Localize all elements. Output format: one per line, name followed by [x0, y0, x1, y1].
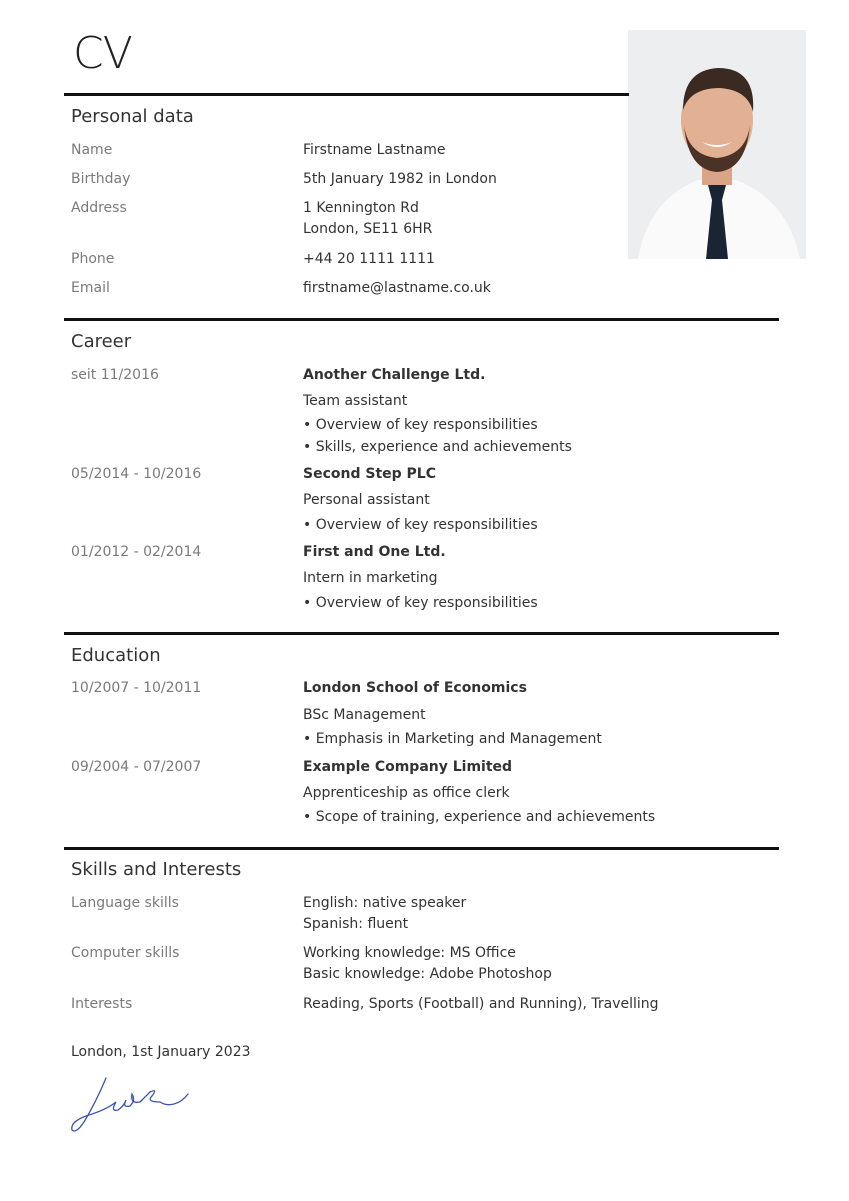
education-bullet: • Emphasis in Marketing and Management: [303, 731, 602, 747]
education-degree: Apprenticeship as office clerk: [303, 785, 510, 801]
place-date: London, 1st January 2023: [71, 1044, 251, 1060]
portrait-image-icon: [628, 30, 806, 259]
skills-label-interests: Interests: [71, 996, 133, 1012]
skills-value: Spanish: fluent: [303, 916, 409, 932]
divider: [64, 847, 779, 850]
divider: [64, 632, 779, 635]
divider: [64, 93, 629, 96]
career-date: 01/2012 - 02/2014: [71, 544, 202, 560]
career-date: seit 11/2016: [71, 367, 159, 383]
education-date: 09/2004 - 07/2007: [71, 759, 202, 775]
education-date: 10/2007 - 10/2011: [71, 680, 202, 696]
section-title-skills: Skills and Interests: [71, 859, 242, 880]
skills-value: Reading, Sports (Football) and Running), Travelling: [303, 996, 659, 1012]
education-degree: BSc Management: [303, 707, 426, 723]
career-role: Team assistant: [303, 393, 408, 409]
label-name: Name: [71, 142, 113, 158]
skills-label-language: Language skills: [71, 895, 179, 911]
signature-icon: [66, 1072, 196, 1138]
career-bullet: • Overview of key responsibilities: [303, 417, 538, 433]
career-org: Another Challenge Ltd.: [303, 367, 486, 383]
value-name: Firstname Lastname: [303, 142, 446, 158]
education-org: London School of Economics: [303, 680, 527, 696]
career-role: Personal assistant: [303, 492, 430, 508]
career-bullet: • Overview of key responsibilities: [303, 517, 538, 533]
section-title-personal: Personal data: [71, 106, 194, 127]
label-address: Address: [71, 200, 127, 216]
career-org: First and One Ltd.: [303, 544, 446, 560]
value-birthday: 5th January 1982 in London: [303, 171, 497, 187]
label-email: Email: [71, 280, 110, 296]
value-address-line1: 1 Kennington Rd: [303, 200, 419, 216]
skills-label-computer: Computer skills: [71, 945, 180, 961]
education-bullet: • Scope of training, experience and achievements: [303, 809, 656, 825]
career-bullet: • Skills, experience and achievements: [303, 439, 572, 455]
skills-value: Basic knowledge: Adobe Photoshop: [303, 966, 552, 982]
skills-value: English: native speaker: [303, 895, 467, 911]
career-org: Second Step PLC: [303, 466, 436, 482]
section-title-career: Career: [71, 331, 132, 352]
education-org: Example Company Limited: [303, 759, 513, 775]
value-address-line2: London, SE11 6HR: [303, 221, 433, 237]
page-title: CV: [73, 28, 132, 79]
value-email[interactable]: firstname@lastname.co.uk: [303, 280, 491, 296]
divider: [64, 318, 779, 321]
value-phone: +44 20 1111 1111: [303, 251, 435, 267]
skills-value: Working knowledge: MS Office: [303, 945, 516, 961]
career-date: 05/2014 - 10/2016: [71, 466, 202, 482]
label-birthday: Birthday: [71, 171, 131, 187]
career-bullet: • Overview of key responsibilities: [303, 595, 538, 611]
label-phone: Phone: [71, 251, 115, 267]
career-role: Intern in marketing: [303, 570, 438, 586]
section-title-education: Education: [71, 645, 161, 666]
profile-photo: [628, 30, 806, 259]
